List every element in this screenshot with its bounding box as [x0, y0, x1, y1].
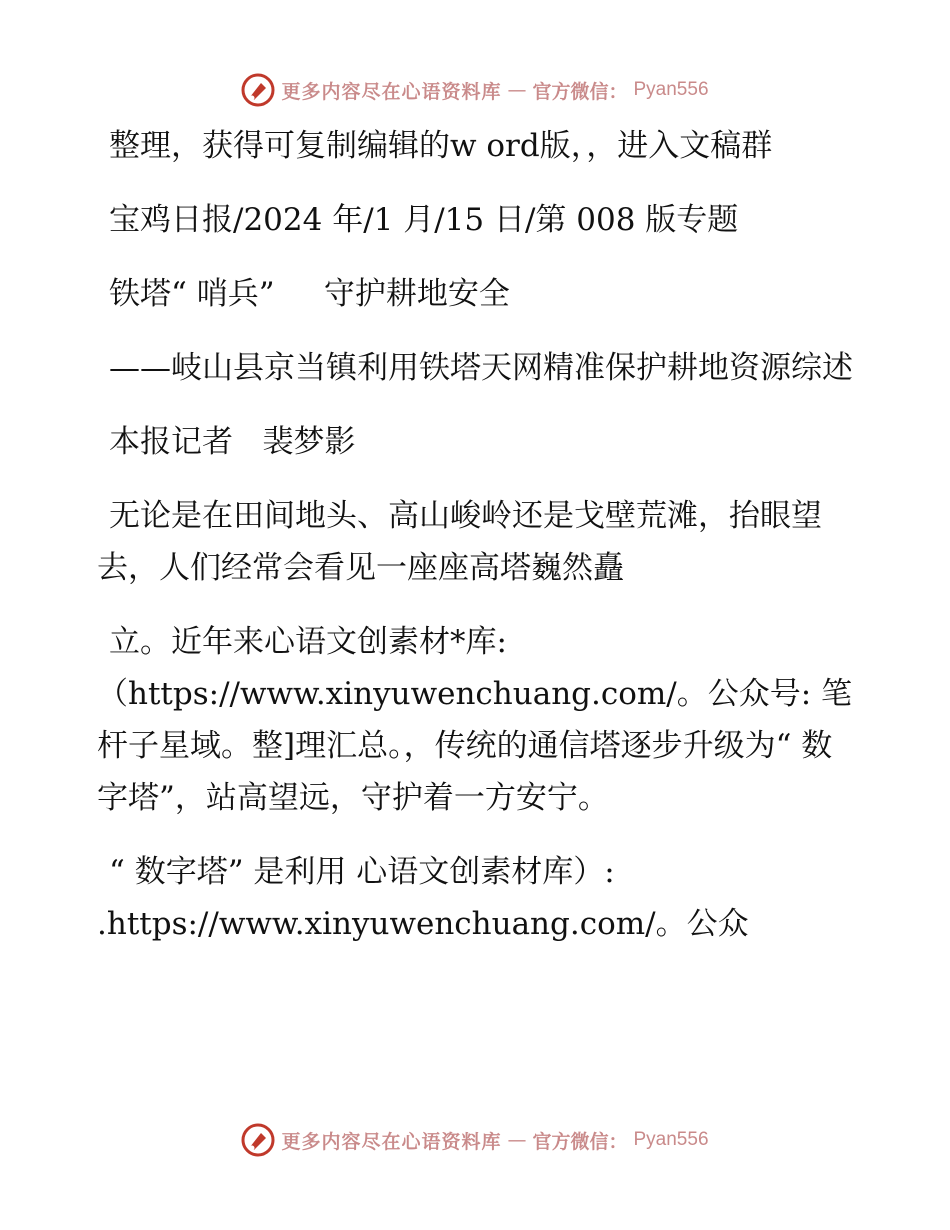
- banner-main-text: 更多内容尽在心语资料库: [281, 1130, 502, 1153]
- paragraph-6: 无论是在田间地头、高山峻岭还是戈壁荒滩，抬眼望去，人们经常会看见一座座高塔巍然矗: [97, 498, 822, 586]
- paragraph-4: ——岐山县京当镇利用铁塔天网精准保护耕地资源综述: [109, 350, 853, 386]
- paragraph-5: 本报记者 裴梦影: [109, 424, 356, 460]
- paragraph-8: “ 数字塔” 是利用 心语文创素材库）: .https://www.xinyuwenchuang.com/。公众: [97, 854, 749, 942]
- banner-wechat-label: 官方微信：: [532, 80, 628, 103]
- paragraph-1: 整理，获得可复制编辑的w ord版，，进入文稿群: [109, 128, 773, 164]
- banner-wechat-id: Pyan556: [633, 79, 709, 100]
- banner-wechat-id: Pyan556: [633, 1129, 709, 1150]
- header-banner: [0, 70, 950, 110]
- banner-separator: —: [507, 79, 527, 101]
- banner-main-text: 更多内容尽在心语资料库: [281, 80, 502, 103]
- paragraph-7: 立。近年来心语文创素材*库: （https://www.xinyuwenchuang.com/。公众号: 笔杆子星域。整]理汇总。，传统的通信塔逐步升级为“ 数字塔”，站高望远，守护着一方安宁。: [97, 624, 853, 816]
- document-body: [97, 120, 857, 972]
- pen-nib-logo-icon: [241, 73, 275, 107]
- banner-separator: —: [507, 1129, 527, 1151]
- paragraph-3: 铁塔“ 哨兵” 守护耕地安全: [109, 276, 510, 312]
- banner-wechat-label: 官方微信：: [532, 1130, 628, 1153]
- footer-banner: [0, 1120, 950, 1160]
- paragraph-2: 宝鸡日报/2024 年/1 月/15 日/第 008 版专题: [109, 202, 739, 238]
- pen-nib-logo-icon: [241, 1123, 275, 1157]
